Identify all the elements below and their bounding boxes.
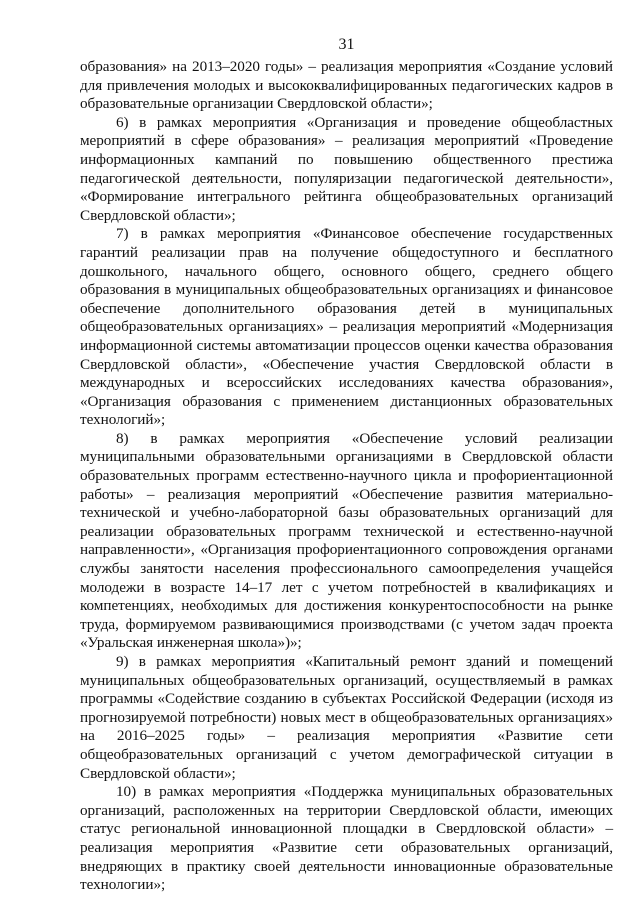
paragraph-item-6: 6) в рамках мероприятия «Организация и проведение общеобластных мероприятий в сфере образования» – реализация мероприятий «Проведение информационных кампаний по повышению общественного престижа педагогической деятельности, популяризации педагогической деятельности», «Формирование интегрального рейтинга общеобразовательных организаций Свердловской области»; (80, 113, 613, 224)
paragraph-item-10: 10) в рамках мероприятия «Поддержка муниципальных образовательных организаций, расположенных на территории Свердловской области, имеющих статус региональной инновационной площадки в Свердловской области» – реализация мероприятия «Развитие сети образовательных организаций, внедряющих в практику своей деятельности инновационные образовательные технологии»; (80, 783, 613, 894)
paragraph-item-9: 9) в рамках мероприятия «Капитальный ремонт зданий и помещений муниципальных общеобразовательных организаций, осуществляемый в рамках программы «Содействие созданию в субъектах Российской Федерации (исходя из прогнозируемой потребности) новых мест в общеобразовательных организациях» на 2016–2025 годы» – реализация мероприятия «Развитие сети общеобразовательных организаций с учетом демографической ситуации в Свердловской области»; (80, 653, 613, 782)
paragraph-item-8: 8) в рамках мероприятия «Обеспечение условий реализации муниципальными образовательными организациями в Свердловской области образовательных программ естественно-научного цикла и профориентационной работы» – реализация мероприятий «Обеспечение развития материально-технической и учебно-лабораторной базы образовательных организаций для реализации образовательных программ технической и естественно-научной направленности», «Организация профориентационного сопровождения органами службы занятости населения профессионального самоопределения учащейся молодежи в возрасте 14–17 лет с учетом потребностей в квалификациях и компетенциях, необходимых для достижения конкурентоспособности на рынке труда, формируемом развивающимися производствами (с учетом задач проекта «Уральская инженерная школа»)»; (80, 429, 613, 652)
paragraph-continuation: образования» на 2013–2020 годы» – реализация мероприятия «Создание условий для привлечения молодых и высококвалифицированных педагогических кадров в образовательные организации Свердловской области»; (80, 58, 613, 113)
document-page (80, 36, 613, 895)
page-number: 31 (338, 36, 355, 53)
paragraph-item-7: 7) в рамках мероприятия «Финансовое обеспечение государственных гарантий реализации прав на получение общедоступного и бесплатного дошкольного, начального общего, основного общего, среднего общего образования в муниципальных общеобразовательных организациях и финансовое обеспечение дополнительного образования детей в муниципальных общеобразовательных организациях» – реализация мероприятий «Модернизация информационной системы автоматизации процессов оценки качества образования Свердловской области», «Обеспечение участия Свердловской области в международных и всероссийских исследованиях качества образования», «Организация образования с применением дистанционных образовательных технологий»; (80, 225, 613, 429)
